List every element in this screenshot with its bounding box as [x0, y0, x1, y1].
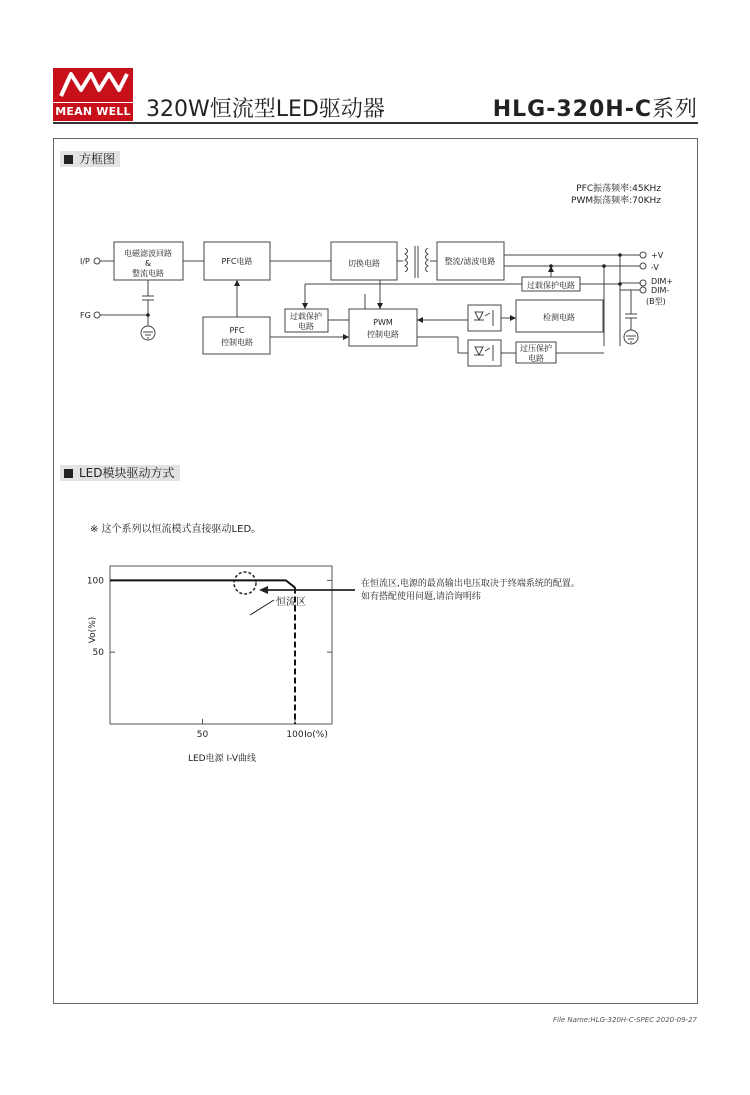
olp-label-2: 电路: [298, 322, 314, 331]
callout-line-1: 在恒流区,电源的最高输出电压取决于终端系统的配置。: [361, 579, 580, 589]
pwm-label-1: PWM: [373, 318, 393, 327]
x-tick-label: 100: [286, 730, 304, 740]
drive-note: ※ 这个系列以恒流模式直接驱动LED。: [90, 524, 262, 535]
y-tick-label: 50: [92, 648, 104, 659]
pwm-frequency: PWM振荡频率:70KHz: [571, 196, 661, 206]
file-name-footer: File Name:HLG-320H-C-SPEC 2020-09-27: [552, 1016, 697, 1024]
iv-curve-chart: [0, 540, 750, 780]
detect-label: 检测电路: [543, 313, 575, 322]
terminal-icon: [94, 312, 100, 318]
callout-line-2: 如有搭配使用问题,请洽询明纬: [361, 592, 481, 602]
emi-label-3: 整流电路: [132, 269, 164, 278]
led-drive-heading: [60, 465, 180, 481]
pfc-label: PFC电路: [221, 257, 253, 266]
dimplus-label: DIM+: [651, 277, 674, 286]
terminal-icon: [94, 258, 100, 264]
series-model: HLG-320H-C: [492, 97, 652, 122]
knee-highlight: [234, 572, 256, 594]
pfc-control-label-1: PFC: [229, 326, 245, 335]
pfc-frequency: PFC振荡频率:45KHz: [576, 184, 661, 194]
page-title: 320W恒流型LED驱动器: [146, 97, 385, 122]
optocoupler-1: [468, 305, 501, 331]
transformer-icon: [405, 248, 408, 272]
switch-label: 切换电路: [348, 259, 380, 268]
ovp-label-1: 过压保护: [520, 344, 552, 353]
dimminus-label: DIM-: [651, 286, 670, 295]
olp-label-1: 过载保护: [290, 312, 322, 321]
emi-label-2: &: [144, 259, 152, 268]
x-axis-unit-label: Io(%): [304, 730, 328, 740]
section-bullet-icon: [64, 469, 73, 478]
x-axis-label: LED电源 I-V曲线: [187, 754, 257, 764]
brand-name: MEAN WELL: [53, 102, 133, 121]
cc-region-label: 恒流区: [276, 597, 306, 608]
pwm-label-2: 控制电路: [367, 330, 399, 339]
x-tick-label: 50: [196, 730, 209, 740]
y-axis-label: Vo(%): [88, 616, 98, 644]
led-drive-heading-text: LED模块驱动方式: [79, 466, 175, 480]
pfc-control-label-2: 控制电路: [221, 338, 253, 347]
pwm-control-box: [349, 309, 417, 346]
vminus-label: -V: [651, 263, 659, 272]
olp-output-label: 过载保护电路: [527, 281, 575, 290]
optocoupler-2: [468, 340, 501, 366]
y-tick-label: 100: [86, 576, 104, 587]
ip-label: I/P: [80, 257, 90, 266]
rectifier-label: 整流/滤波电路: [444, 257, 496, 266]
fg-label: FG: [80, 311, 91, 320]
ovp-label-2: 电路: [528, 354, 544, 363]
pfc-control-box: [203, 317, 270, 354]
series-suffix: 系列: [651, 97, 698, 122]
block-diagram-heading-text: 方框图: [79, 152, 116, 166]
emi-label-1: 电磁滤波回路: [124, 249, 172, 258]
btype-label: (B型): [646, 297, 666, 306]
vplus-label: +V: [651, 251, 664, 260]
block-diagram: [0, 0, 750, 420]
